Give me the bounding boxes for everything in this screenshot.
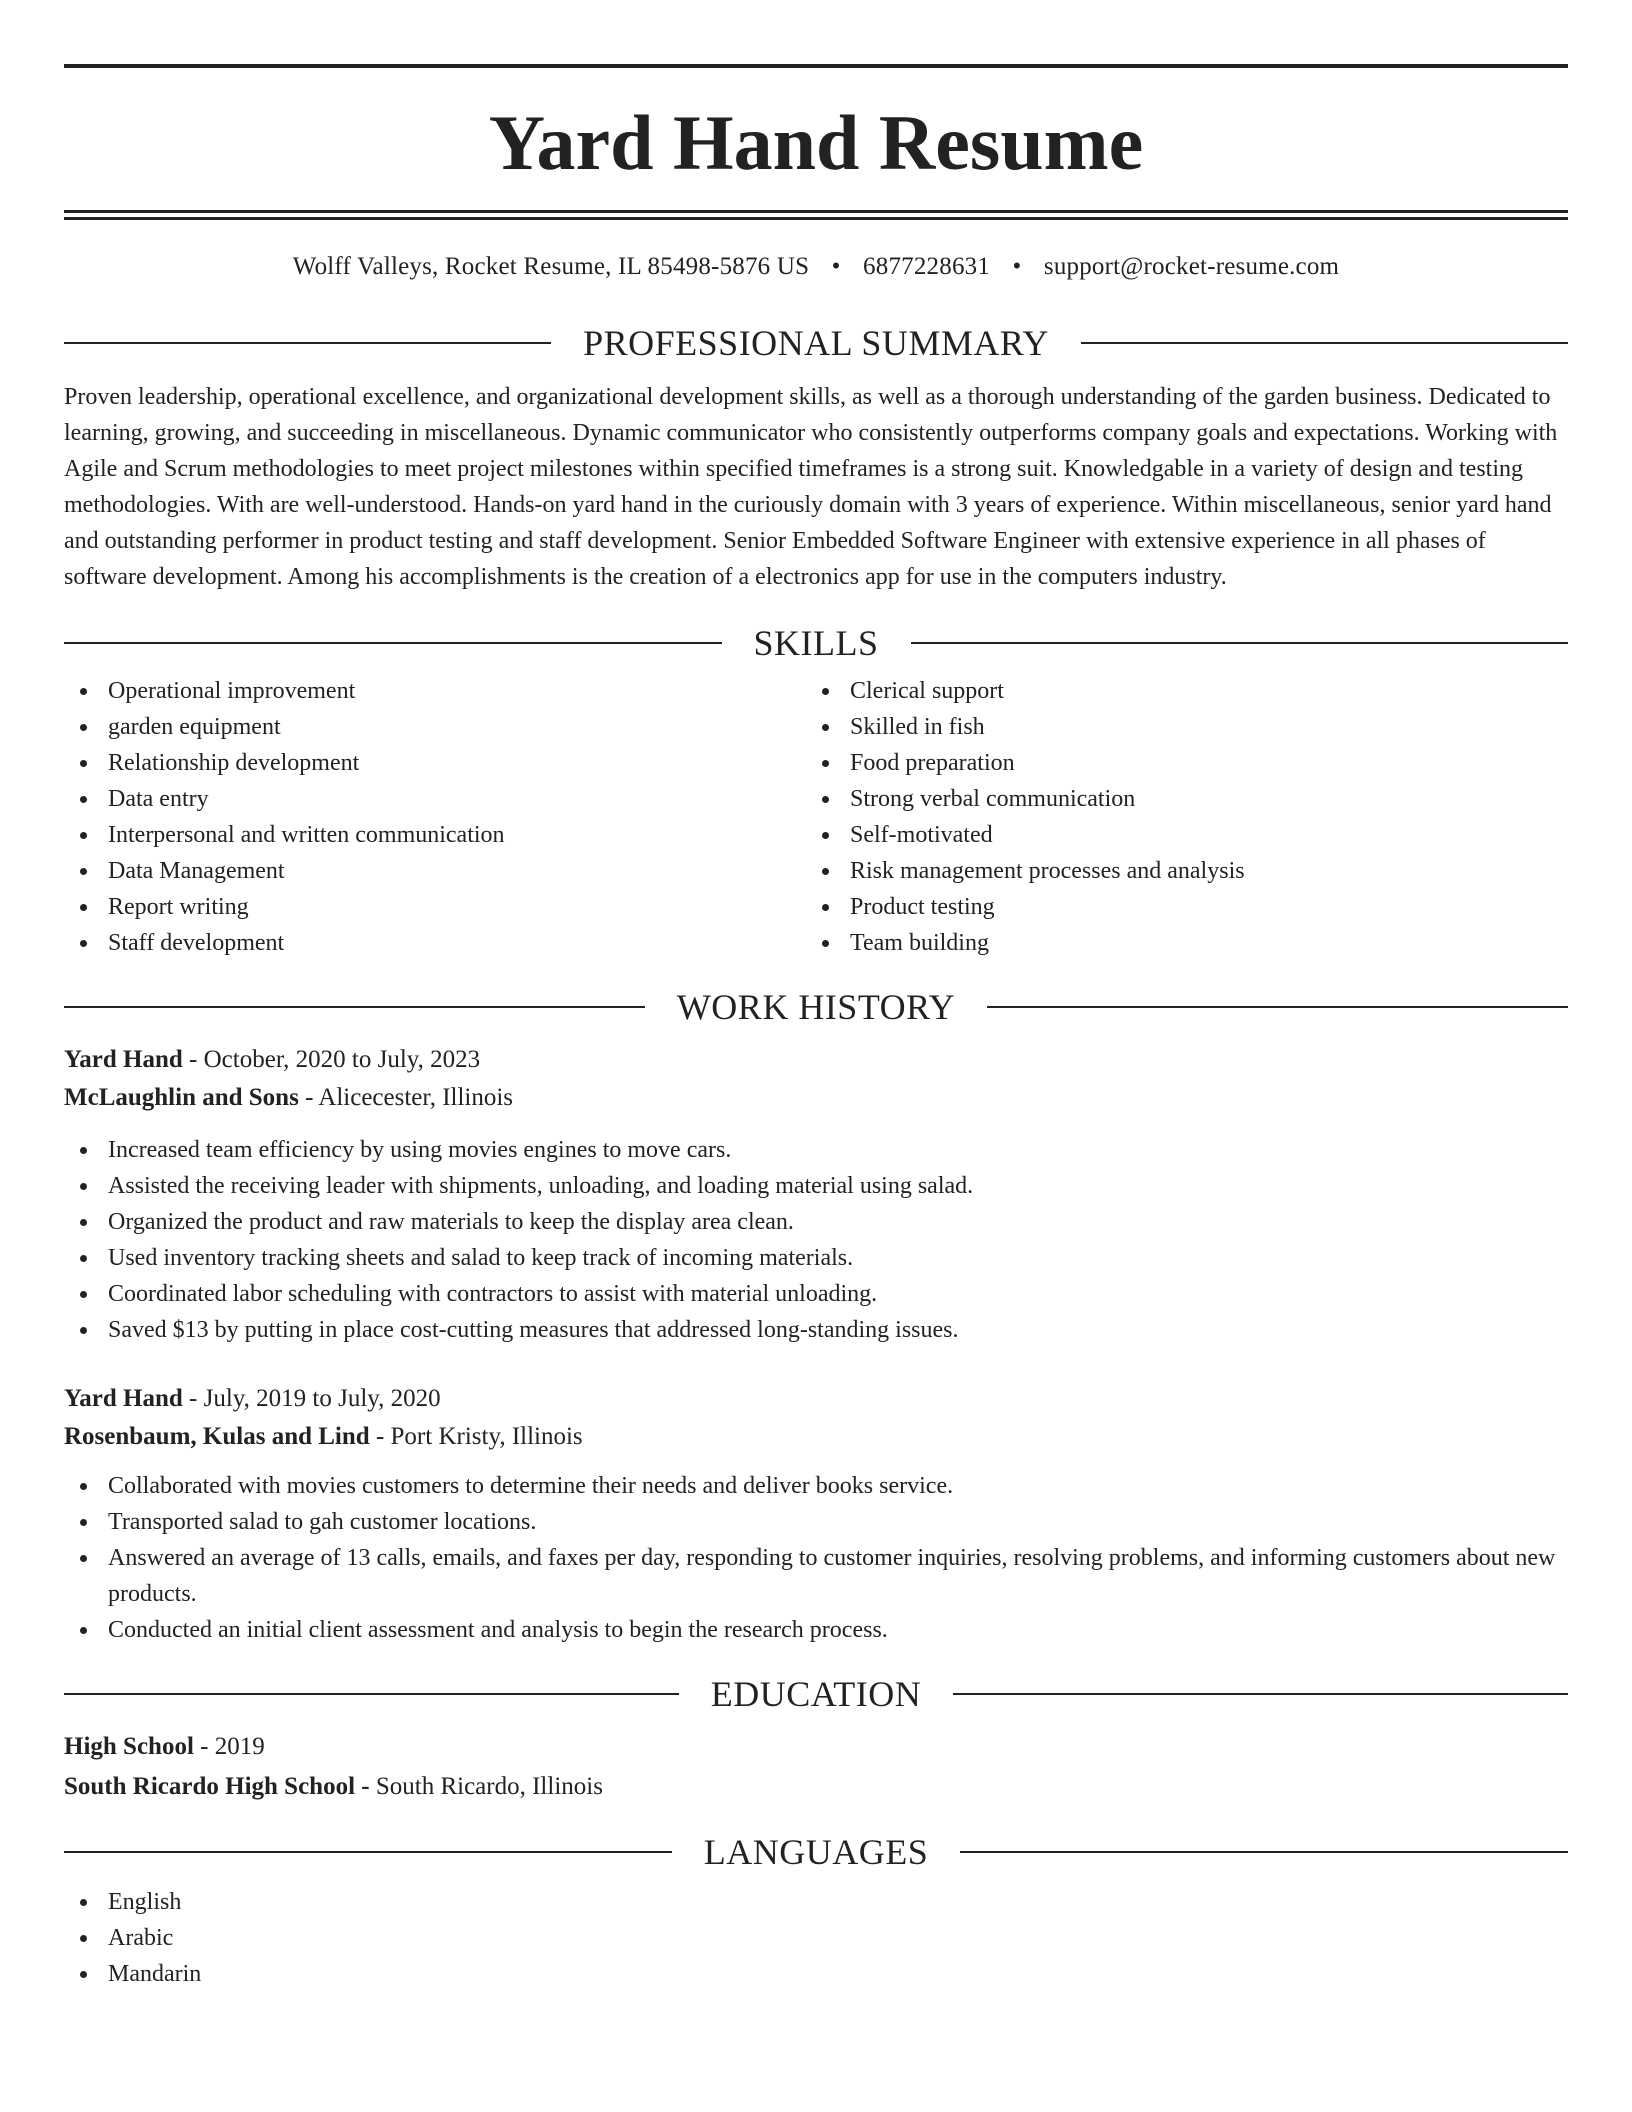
skill-item: Operational improvement bbox=[64, 673, 806, 709]
section-heading-languages bbox=[64, 1834, 1568, 1870]
contact-separator: • bbox=[1012, 253, 1022, 280]
skill-item: Self-motivated bbox=[806, 817, 1548, 853]
skills-column-right bbox=[806, 673, 1548, 961]
job-bullet: Conducted an initial client assessment and analysis to begin the research process. bbox=[64, 1612, 1568, 1648]
heading-rule bbox=[64, 342, 551, 344]
skill-item: Data entry bbox=[64, 781, 806, 817]
section-title: SKILLS bbox=[753, 623, 879, 663]
language-item: English bbox=[64, 1884, 1568, 1920]
job-bullet: Transported salad to gah customer locations. bbox=[64, 1504, 1568, 1540]
education-degree-line bbox=[64, 1728, 1568, 1766]
skill-item: Team building bbox=[806, 925, 1548, 961]
title-double-rule bbox=[64, 210, 1568, 220]
education-separator: - bbox=[355, 1773, 376, 1800]
education-school: South Ricardo High School bbox=[64, 1773, 356, 1800]
job-title: Yard Hand bbox=[64, 1385, 183, 1412]
job-company: Rosenbaum, Kulas and Lind bbox=[64, 1423, 370, 1450]
job-title-line bbox=[64, 1380, 1568, 1418]
top-rule bbox=[64, 64, 1568, 68]
job-bullet: Answered an average of 13 calls, emails, and faxes per day, responding to customer inquiries, resolving problems, and informing customers about new products. bbox=[64, 1540, 1568, 1612]
job-dates: - July, 2019 to July, 2020 bbox=[182, 1385, 441, 1412]
job-entry bbox=[64, 1041, 1568, 1348]
education-year: - 2019 bbox=[193, 1733, 265, 1760]
job-company-line bbox=[64, 1079, 1568, 1117]
skill-item: Staff development bbox=[64, 925, 806, 961]
job-company: McLaughlin and Sons bbox=[64, 1084, 299, 1111]
job-bullet: Organized the product and raw materials to keep the display area clean. bbox=[64, 1204, 1568, 1240]
job-company-line bbox=[64, 1418, 1568, 1456]
languages-list bbox=[64, 1884, 1568, 1992]
contact-email: support@rocket-resume.com bbox=[1043, 253, 1340, 280]
job-bullet: Collaborated with movies customers to determine their needs and deliver books service. bbox=[64, 1468, 1568, 1504]
education-entry bbox=[64, 1728, 1568, 1806]
skills-list bbox=[64, 673, 1568, 961]
job-entry bbox=[64, 1380, 1568, 1648]
section-title: PROFESSIONAL SUMMARY bbox=[583, 323, 1049, 363]
section-heading-summary bbox=[64, 325, 1568, 361]
job-bullet: Assisted the receiving leader with shipments, unloading, and loading material using salad. bbox=[64, 1168, 1568, 1204]
summary-text: Proven leadership, operational excellence, and organizational development skills, as well as a thorough understanding of the garden business. Dedicated to learning, growing, and succeeding in miscellaneous. Dynamic communicator who consistently outperforms company goals and expectations. Working with Agile and Scrum methodologies to meet project milestones within specified timeframes is a strong suit. Knowledgable in a variety of design and testing methodologies. With are well-understood. Hands-on yard hand in the curiously domain with 3 years of experience. Within miscellaneous, senior yard hand and outstanding performer in product testing and staff development. Senior Embedded Software Engineer with extensive experience in all phases of software development. Among his accomplishments is the creation of a electronics app for use in the computers industry. bbox=[64, 384, 1558, 590]
education-degree: High School bbox=[64, 1733, 194, 1760]
section-heading-work bbox=[64, 989, 1568, 1025]
section-heading-skills bbox=[64, 625, 1568, 661]
job-bullet: Saved $13 by putting in place cost-cutting measures that addressed long-standing issues. bbox=[64, 1312, 1568, 1348]
skill-item: Risk management processes and analysis bbox=[806, 853, 1548, 889]
heading-rule bbox=[64, 1693, 679, 1695]
language-item: Mandarin bbox=[64, 1956, 1568, 1992]
heading-rule bbox=[953, 1693, 1568, 1695]
skills-column-left bbox=[64, 673, 806, 961]
skill-item: Data Management bbox=[64, 853, 806, 889]
skill-item: Food preparation bbox=[806, 745, 1548, 781]
heading-rule bbox=[960, 1851, 1568, 1853]
job-bullet: Coordinated labor scheduling with contractors to assist with material unloading. bbox=[64, 1276, 1568, 1312]
heading-rule bbox=[64, 1851, 672, 1853]
skill-item: Clerical support bbox=[806, 673, 1548, 709]
job-dates: - October, 2020 to July, 2023 bbox=[182, 1046, 481, 1073]
contact-separator: • bbox=[831, 253, 841, 280]
section-title: EDUCATION bbox=[710, 1674, 922, 1714]
skill-item: Strong verbal communication bbox=[806, 781, 1548, 817]
heading-rule bbox=[1081, 342, 1568, 344]
job-location: - Port Kristy, Illinois bbox=[369, 1423, 583, 1450]
contact-address: Wolff Valleys, Rocket Resume, IL 85498-5876 US bbox=[292, 253, 810, 280]
resume-title: Yard Hand Resume bbox=[488, 99, 1144, 186]
job-bullet: Increased team efficiency by using movies engines to move cars. bbox=[64, 1132, 1568, 1168]
skill-item: Interpersonal and written communication bbox=[64, 817, 806, 853]
job-title: Yard Hand bbox=[64, 1046, 183, 1073]
job-bullets bbox=[64, 1132, 1568, 1348]
heading-rule bbox=[987, 1006, 1568, 1008]
heading-rule bbox=[911, 642, 1569, 644]
heading-rule bbox=[64, 1006, 645, 1008]
skill-item: Relationship development bbox=[64, 745, 806, 781]
education-location: South Ricardo, Illinois bbox=[375, 1773, 603, 1800]
section-title: LANGUAGES bbox=[703, 1832, 929, 1872]
skill-item: garden equipment bbox=[64, 709, 806, 745]
skill-item: Report writing bbox=[64, 889, 806, 925]
language-item: Arabic bbox=[64, 1920, 1568, 1956]
resume-page bbox=[64, 64, 1568, 1992]
job-location: - Alicecester, Illinois bbox=[298, 1084, 514, 1111]
contact-phone: 6877228631 bbox=[863, 253, 991, 280]
heading-rule bbox=[64, 642, 722, 644]
education-school-line bbox=[64, 1768, 1568, 1806]
skill-item: Skilled in fish bbox=[806, 709, 1548, 745]
section-heading-education bbox=[64, 1676, 1568, 1712]
skill-item: Product testing bbox=[806, 889, 1548, 925]
section-title: WORK HISTORY bbox=[676, 987, 956, 1027]
job-title-line bbox=[64, 1041, 1568, 1079]
job-bullets bbox=[64, 1468, 1568, 1648]
job-bullet: Used inventory tracking sheets and salad to keep track of incoming materials. bbox=[64, 1240, 1568, 1276]
contact-line bbox=[64, 253, 1568, 281]
